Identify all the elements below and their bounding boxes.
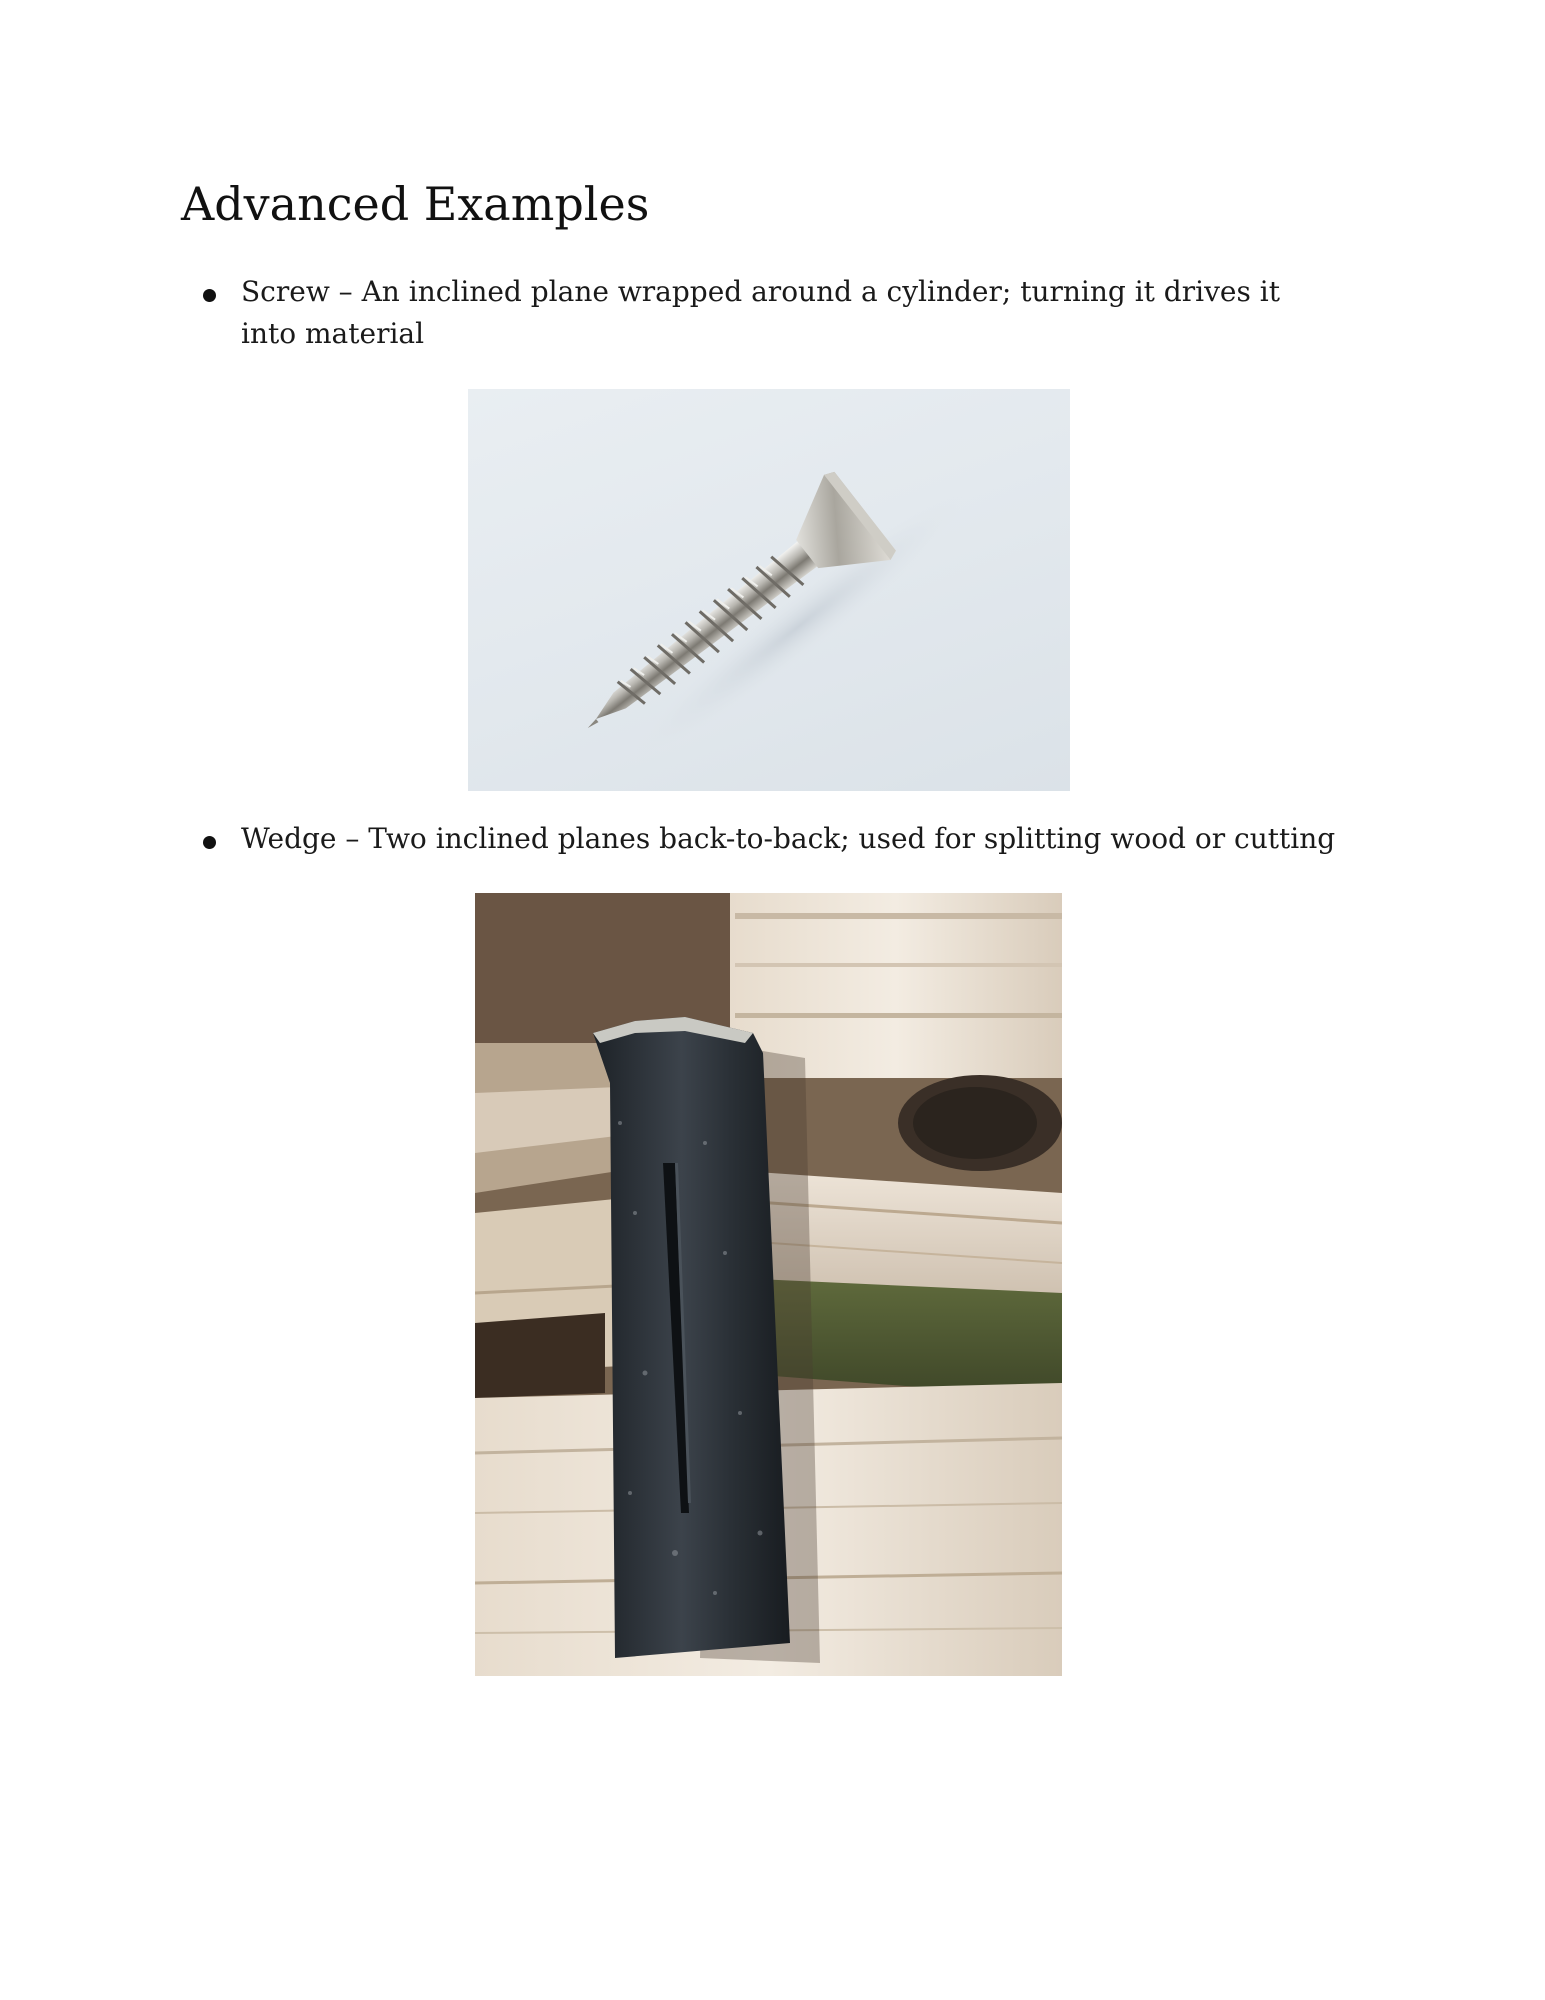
list-item-screw: Screw – An inclined plane wrapped around a cylinder; turning it drives it into material (241, 275, 1280, 350)
bullet-icon (203, 836, 216, 849)
wedge-photo (475, 893, 1062, 1676)
section-heading: Advanced Examples (181, 177, 650, 231)
screw-photo (468, 389, 1070, 791)
bullet-icon (203, 289, 216, 302)
list-item-wedge: Wedge – Two inclined planes back-to-back; used for splitting wood or cutting (241, 822, 1336, 855)
